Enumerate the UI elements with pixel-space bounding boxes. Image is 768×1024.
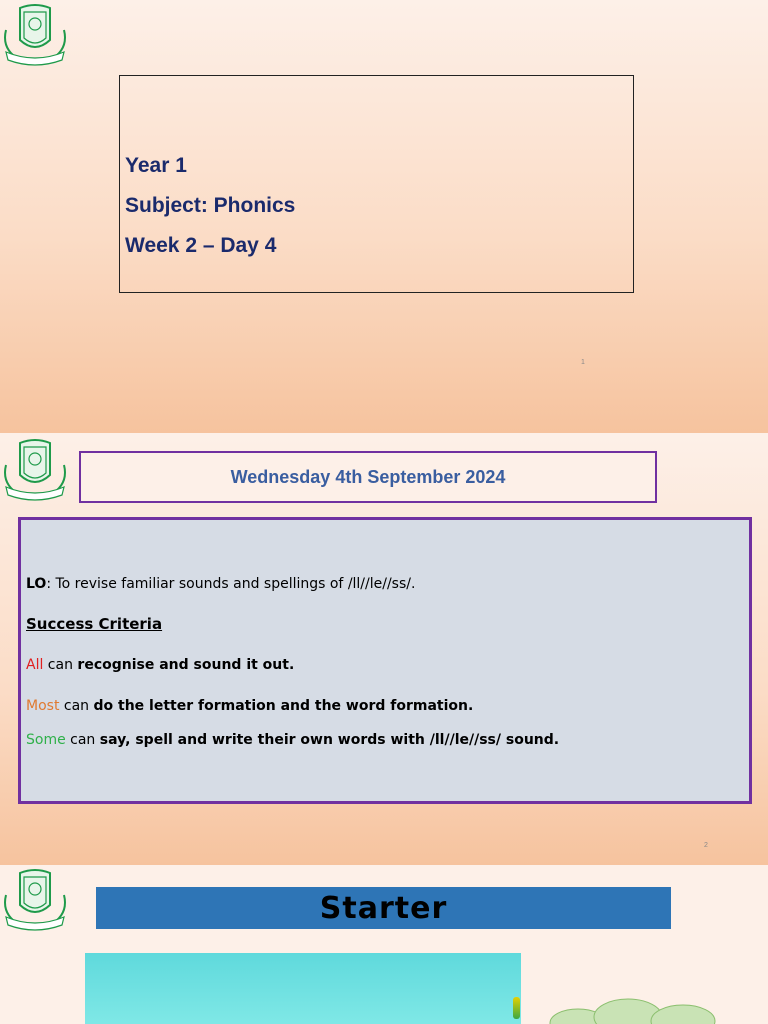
starter-image (85, 953, 521, 1024)
criteria-text: recognise and sound it out. (77, 657, 295, 673)
cloud-decoration (548, 995, 738, 1024)
title-box (119, 75, 634, 293)
week-day-line: Week 2 – Day 4 (125, 234, 277, 257)
starter-banner (96, 887, 671, 929)
criteria-who: Some (26, 732, 66, 748)
criteria-who: Most (26, 698, 60, 714)
criteria-who: All (26, 657, 44, 673)
criteria-some (26, 732, 559, 748)
slide-1 (0, 0, 768, 433)
success-criteria-heading: Success Criteria (26, 615, 163, 633)
criteria-most (26, 698, 473, 714)
slide-2 (0, 433, 768, 865)
criteria-text: do the letter formation and the word formation. (93, 698, 474, 714)
slide-number: 2 (704, 842, 708, 849)
slide-number: 1 (581, 359, 585, 366)
criteria-can: can (43, 657, 78, 673)
date-box (79, 451, 657, 503)
lo-text: : To revise familiar sounds and spellings of /ll//le//ss/. (46, 576, 416, 592)
lo-label: LO (26, 576, 47, 592)
subject-line: Subject: Phonics (125, 194, 296, 217)
learning-objective-box (18, 517, 752, 804)
figure-decoration (513, 997, 520, 1019)
year-line: Year 1 (125, 154, 187, 177)
learning-objective (26, 576, 415, 592)
criteria-can: can (59, 698, 94, 714)
school-crest-logo (0, 435, 70, 507)
criteria-can: can (65, 732, 100, 748)
criteria-all (26, 657, 294, 673)
criteria-text: say, spell and write their own words with /ll//le//ss/ sound. (99, 732, 560, 748)
school-crest-logo (0, 0, 70, 72)
school-crest-logo (0, 865, 70, 937)
slide-3 (0, 865, 768, 1024)
lesson-date: Wednesday 4th September 2024 (230, 466, 506, 487)
starter-heading: Starter (319, 890, 448, 926)
